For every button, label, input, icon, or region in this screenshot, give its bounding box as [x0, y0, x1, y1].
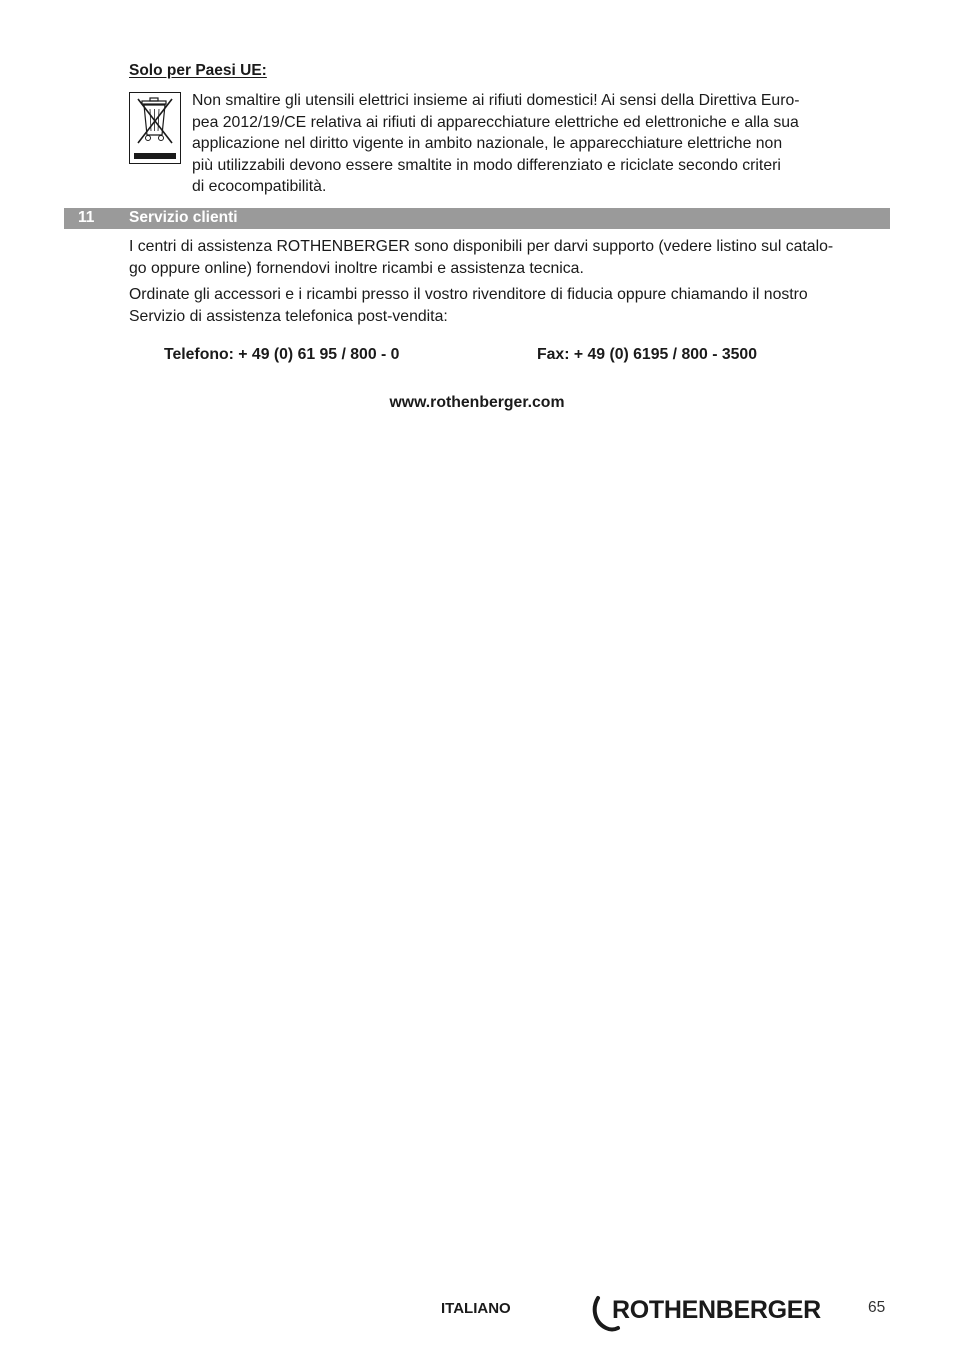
paragraph-line: Ordinate gli accessori e i ricambi presso il vostro rivenditore di fiducia oppure chiamando il nostro [129, 286, 808, 303]
weee-crossed-bin-icon [129, 92, 181, 164]
website-link[interactable]: www.rothenberger.com [389, 394, 565, 411]
eu-heading: Solo per Paesi UE: [129, 62, 267, 79]
page-number: 65 [868, 1299, 886, 1316]
eu-disposal-text [192, 90, 882, 198]
eu-line: di ecocompatibilità. [192, 178, 327, 196]
section-heading-bar [64, 208, 890, 229]
order-paragraph [129, 284, 889, 327]
paragraph-line: Servizio di assistenza telefonica post-vendita: [129, 307, 448, 325]
eu-line: pea 2012/19/CE relativa ai rifiuti di apparecchiature elettriche ed elettroniche e alla sua [192, 113, 799, 131]
fax-number: Fax: + 49 (0) 6195 / 800 - 3500 [537, 346, 757, 363]
section-number: 11 [78, 209, 95, 226]
eu-line: Non smaltire gli utensili elettrici insieme ai rifiuti domestici! Ai sensi della Direttiva Euro- [192, 92, 800, 109]
eu-line: più utilizzabili devono essere smaltite in modo differenziato e riciclate secondo criteri [192, 156, 781, 174]
paragraph-line: I centri di assistenza ROTHENBERGER sono disponibili per darvi supporto (vedere listino sul catalo- [129, 238, 834, 255]
service-paragraph [129, 236, 889, 279]
section-title: Servizio clienti [129, 209, 238, 226]
brand-name: ROTHENBERGER [612, 1296, 821, 1324]
phone-number: Telefono: + 49 (0) 61 95 / 800 - 0 [164, 346, 400, 363]
footer-language: ITALIANO [441, 1300, 511, 1317]
eu-line: applicazione nel diritto vigente in ambito nazionale, le apparecchiature elettriche non [192, 135, 783, 153]
paragraph-line: go oppure online) fornendovi inoltre ricambi e assistenza tecnica. [129, 259, 584, 277]
